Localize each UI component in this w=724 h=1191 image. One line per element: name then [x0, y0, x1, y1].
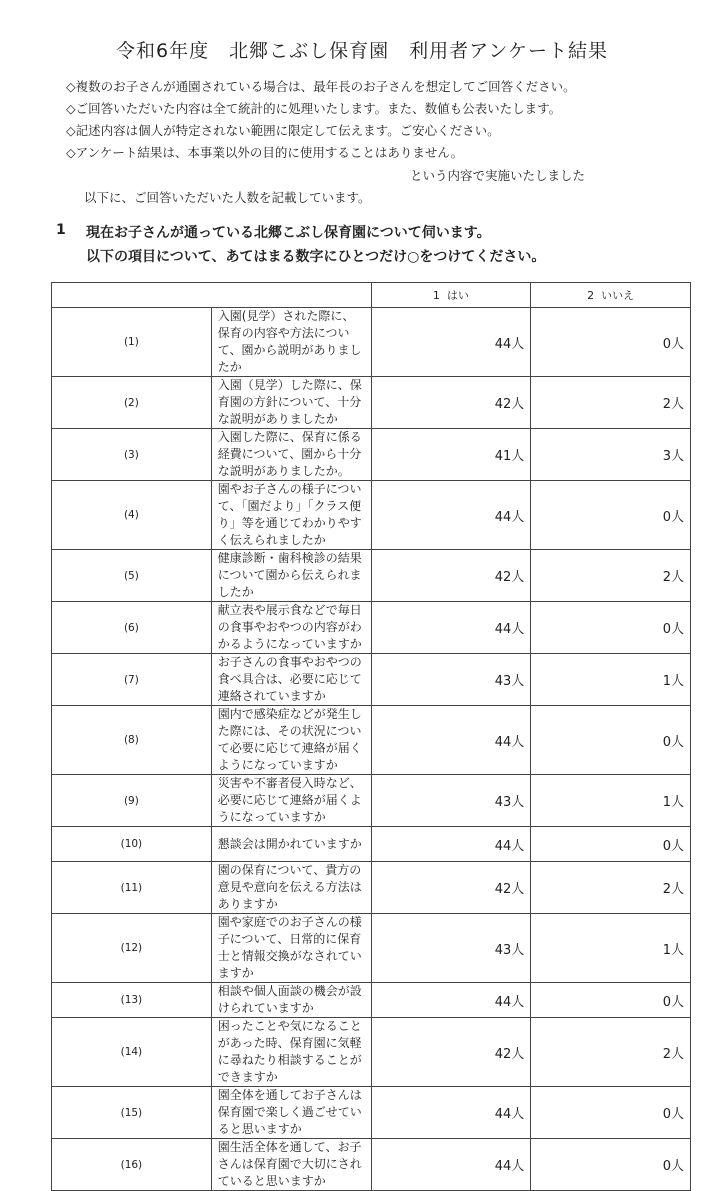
row-no-count: 0人	[531, 983, 691, 1018]
table-row	[52, 914, 691, 983]
row-number: (7)	[52, 654, 212, 706]
row-no-count: 3人	[531, 429, 691, 481]
row-question: 園や家庭でのお子さんの様子について、日常的に保育士と情報交換がなされていますか	[211, 914, 371, 983]
table-row	[52, 429, 691, 481]
row-question: 懇談会は開かれていますか	[211, 827, 371, 862]
row-no-count: 0人	[531, 706, 691, 775]
page-title: 令和6年度 北郷こぶし保育園 利用者アンケート結果	[116, 40, 608, 62]
table-row	[52, 602, 691, 654]
row-yes-count: 44人	[371, 1139, 531, 1191]
row-question: 園の保育について、貴方の意見や意向を伝える方法はありますか	[211, 862, 371, 914]
row-number: (14)	[52, 1018, 212, 1087]
row-no-count: 0人	[531, 827, 691, 862]
table-row	[52, 308, 691, 377]
row-question: 園内で感染症などが発生した際には、その状況について必要に応じて連絡が届くようになっていますか	[211, 706, 371, 775]
row-question: 健康診断・歯科検診の結果について園から伝えられましたか	[211, 550, 371, 602]
row-no-count: 0人	[531, 602, 691, 654]
note-item: ◇ご回答いただいた内容は全て統計的に処理いたします。また、数値も公表いたします。	[66, 101, 562, 116]
row-no-count: 1人	[531, 914, 691, 983]
row-no-count: 2人	[531, 550, 691, 602]
row-yes-count: 43人	[371, 775, 531, 827]
row-no-count: 0人	[531, 1087, 691, 1139]
section-heading-line-1: 現在お子さんが通っている北郷こぶし保育園について伺います。	[86, 225, 491, 241]
notes-tail-2: 以下に、ご回答いただいた人数を記載しています。	[84, 190, 371, 205]
table-row	[52, 827, 691, 862]
table-header-row	[52, 283, 691, 308]
row-yes-count: 44人	[371, 481, 531, 550]
row-no-count: 2人	[531, 862, 691, 914]
section-number: 1	[56, 222, 66, 238]
table-row	[52, 1139, 691, 1191]
row-number: (1)	[52, 308, 212, 377]
row-number: (11)	[52, 862, 212, 914]
row-question: 入園（見学）した際に、保育園の方針について、十分な説明がありましたか	[211, 377, 371, 429]
row-no-count: 0人	[531, 481, 691, 550]
row-question: 入園(見学）された際に、保育の内容や方法について、園から説明がありましたか	[211, 308, 371, 377]
row-question: 災害や不審者侵入時など、必要に応じて連絡が届くようになっていますか	[211, 775, 371, 827]
row-yes-count: 44人	[371, 983, 531, 1018]
table-row	[52, 862, 691, 914]
table-row	[52, 983, 691, 1018]
row-number: (2)	[52, 377, 212, 429]
table-row	[52, 1018, 691, 1087]
survey-table	[51, 282, 691, 1191]
row-number: (3)	[52, 429, 212, 481]
header-yes: 1 はい	[371, 283, 531, 308]
row-question: 献立表や展示食などで毎日の食事やおやつの内容がわかるようになっていますか	[211, 602, 371, 654]
table-row	[52, 775, 691, 827]
note-item: ◇アンケート結果は、本事業以外の目的に使用することはありません。	[66, 145, 464, 160]
row-yes-count: 42人	[371, 550, 531, 602]
header-blank-cell	[52, 283, 372, 308]
row-question: 園生活全体を通して、お子さんは保育園で大切にされていると思いますか	[211, 1139, 371, 1191]
row-number: (10)	[52, 827, 212, 862]
row-yes-count: 44人	[371, 602, 531, 654]
row-question: お子さんの食事やおやつの食べ具合は、必要に応じて連絡されていますか	[211, 654, 371, 706]
row-question: 相談や個人面談の機会が設けられていますか	[211, 983, 371, 1018]
survey-table-body	[52, 283, 691, 1191]
row-number: (8)	[52, 706, 212, 775]
row-yes-count: 43人	[371, 914, 531, 983]
row-yes-count: 42人	[371, 1018, 531, 1087]
notes-list	[66, 76, 576, 164]
row-yes-count: 43人	[371, 654, 531, 706]
row-number: (12)	[52, 914, 212, 983]
row-yes-count: 41人	[371, 429, 531, 481]
row-question: 困ったことや気になることがあった時、保育園に気軽に尋ねたり相談することができますか	[211, 1018, 371, 1087]
row-number: (16)	[52, 1139, 212, 1191]
row-yes-count: 44人	[371, 1087, 531, 1139]
row-question: 園全体を通してお子さんは保育園で楽しく過ごせていると思いますか	[211, 1087, 371, 1139]
row-no-count: 2人	[531, 377, 691, 429]
row-yes-count: 42人	[371, 377, 531, 429]
row-number: (15)	[52, 1087, 212, 1139]
row-number: (13)	[52, 983, 212, 1018]
section-heading-line-2: 以下の項目について、あてはまる数字にひとつだけ○をつけてください。	[86, 249, 546, 265]
note-item: ◇記述内容は個人が特定されない範囲に限定して伝えます。ご安心ください。	[66, 123, 500, 138]
row-number: (6)	[52, 602, 212, 654]
row-no-count: 1人	[531, 654, 691, 706]
row-no-count: 1人	[531, 775, 691, 827]
row-question: 園やお子さんの様子について、「園だより」「クラス便り」等を通じてわかりやすく伝えられましたか	[211, 481, 371, 550]
row-number: (4)	[52, 481, 212, 550]
table-row	[52, 1087, 691, 1139]
row-number: (9)	[52, 775, 212, 827]
table-row	[52, 706, 691, 775]
note-item: ◇複数のお子さんが通園されている場合は、最年長のお子さんを想定してご回答ください。	[66, 79, 576, 94]
row-yes-count: 44人	[371, 308, 531, 377]
row-no-count: 0人	[531, 1139, 691, 1191]
row-yes-count: 44人	[371, 706, 531, 775]
table-row	[52, 550, 691, 602]
row-no-count: 0人	[531, 308, 691, 377]
table-row	[52, 377, 691, 429]
row-question: 入園した際に、保育に係る経費について、園から十分な説明がありましたか。	[211, 429, 371, 481]
row-number: (5)	[52, 550, 212, 602]
notes-tail: という内容で実施いたしました	[410, 168, 586, 183]
header-no: 2 いいえ	[531, 283, 691, 308]
row-yes-count: 42人	[371, 862, 531, 914]
row-yes-count: 44人	[371, 827, 531, 862]
table-row	[52, 654, 691, 706]
row-no-count: 2人	[531, 1018, 691, 1087]
table-row	[52, 481, 691, 550]
